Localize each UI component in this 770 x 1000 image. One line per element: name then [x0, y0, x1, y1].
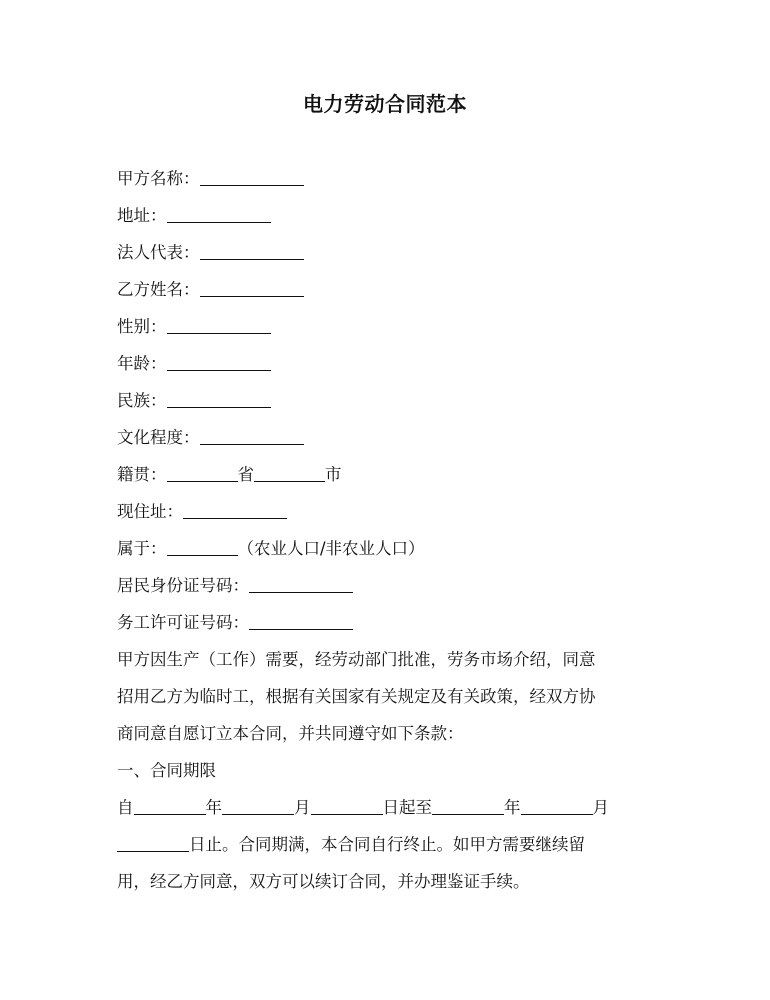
fill-blank[interactable] — [254, 464, 325, 482]
field-native-place — [117, 456, 647, 493]
field-label: 法人代表： — [117, 243, 200, 262]
field-address — [117, 197, 647, 234]
fill-blank[interactable] — [167, 538, 238, 556]
field-work-permit — [117, 604, 647, 641]
field-id-number — [117, 567, 647, 604]
year-label: 年 — [504, 798, 521, 817]
fill-blank[interactable] — [200, 242, 304, 260]
fill-blank[interactable] — [167, 464, 238, 482]
field-label: 居民身份证号码： — [117, 576, 249, 595]
field-belongs-to — [117, 530, 647, 567]
fill-blank[interactable] — [200, 279, 304, 297]
field-label: 属于： — [117, 539, 167, 558]
fill-blank[interactable] — [432, 797, 504, 815]
fill-blank[interactable] — [249, 575, 353, 593]
term-end-text: 日止。合同期满，本合同自行终止。如甲方需要继续留 — [189, 835, 585, 854]
paragraph-line: 招用乙方为临时工，根据有关国家有关规定及有关政策，经双方协 — [117, 687, 596, 706]
field-ethnicity — [117, 382, 647, 419]
paragraph-line — [117, 826, 647, 863]
intro-paragraph — [117, 641, 647, 752]
city-label: 市 — [325, 465, 342, 484]
fill-blank[interactable] — [167, 316, 271, 334]
belongs-options: （农业人口/非农业人口） — [237, 539, 425, 558]
document-body — [117, 160, 647, 900]
field-label: 文化程度： — [117, 428, 200, 447]
year-label: 年 — [205, 798, 222, 817]
day-to-text: 日起至 — [382, 798, 432, 817]
paragraph-line: 商同意自愿订立本合同，并共同遵守如下条款： — [117, 724, 464, 743]
fill-blank[interactable] — [311, 797, 383, 815]
field-party-b-name — [117, 271, 647, 308]
term-from-text: 自 — [117, 798, 134, 817]
field-legal-rep — [117, 234, 647, 271]
fill-blank[interactable] — [183, 501, 287, 519]
contract-term-paragraph — [117, 789, 647, 900]
field-party-a-name — [117, 160, 647, 197]
field-label: 务工许可证号码： — [117, 613, 249, 632]
field-label: 现住址： — [117, 502, 183, 521]
fill-blank[interactable] — [117, 834, 189, 852]
fill-blank[interactable] — [167, 353, 271, 371]
fill-blank[interactable] — [521, 797, 593, 815]
document-title: 电力劳动合同范本 — [303, 92, 467, 116]
paragraph-line — [117, 789, 647, 826]
fill-blank[interactable] — [167, 390, 271, 408]
field-label: 地址： — [117, 206, 167, 225]
fill-blank[interactable] — [249, 612, 353, 630]
field-age — [117, 345, 647, 382]
field-label: 甲方名称： — [117, 169, 200, 188]
field-label: 乙方姓名： — [117, 280, 200, 299]
fill-blank[interactable] — [200, 427, 304, 445]
section-heading: 一、合同期限 — [117, 761, 216, 780]
fill-blank[interactable] — [134, 797, 206, 815]
fill-blank[interactable] — [222, 797, 294, 815]
month-label: 月 — [294, 798, 311, 817]
field-current-address — [117, 493, 647, 530]
field-label: 籍贯： — [117, 465, 167, 484]
paragraph-line: 用，经乙方同意，双方可以续订合同，并办理鉴证手续。 — [117, 872, 530, 891]
field-label: 民族： — [117, 391, 167, 410]
fill-blank[interactable] — [200, 168, 304, 186]
field-label: 性别： — [117, 317, 167, 336]
fill-blank[interactable] — [167, 205, 271, 223]
paragraph-line: 甲方因生产（工作）需要，经劳动部门批准，劳务市场介绍，同意 — [117, 650, 596, 669]
province-label: 省 — [237, 465, 254, 484]
field-gender — [117, 308, 647, 345]
field-label: 年龄： — [117, 354, 167, 373]
field-education — [117, 419, 647, 456]
month-label: 月 — [592, 798, 609, 817]
